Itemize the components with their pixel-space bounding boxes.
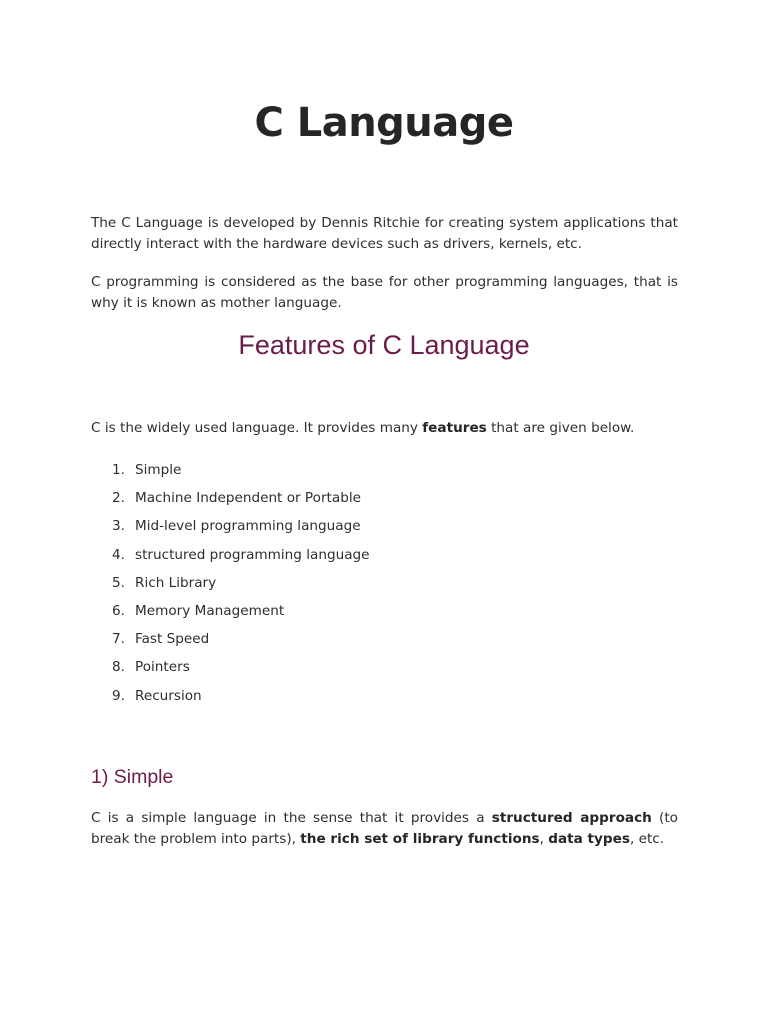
features-heading: Features of C Language — [238, 330, 530, 360]
features-list — [91, 461, 370, 715]
intro-paragraph-1: The C Language is developed by Dennis Ritchie for creating system applications that directly interact with the hardware devices such as drivers, kernels, etc. — [91, 215, 678, 252]
simple-text: , etc. — [629, 831, 665, 847]
list-item — [91, 546, 370, 574]
list-item — [91, 574, 370, 602]
list-item-label: structured programming language — [135, 546, 370, 563]
simple-text: , — [539, 831, 549, 847]
list-item-number: 4. — [112, 546, 125, 563]
list-item — [91, 602, 370, 630]
list-item-label: Mid-level programming language — [135, 518, 361, 535]
list-item-number: 7. — [112, 631, 125, 648]
simple-bold-term: structured approach — [491, 810, 652, 826]
simple-text: C is a simple language in the sense that it provides a — [91, 810, 492, 826]
features-bold-term: features — [422, 420, 487, 436]
list-item — [91, 630, 370, 658]
features-intro-text-end: that are given below. — [486, 420, 635, 436]
list-item-label: Simple — [135, 462, 182, 478]
list-item — [91, 687, 370, 715]
list-item-label: Pointers — [135, 659, 190, 676]
list-item-number: 6. — [112, 602, 125, 619]
features-intro-text: C is the widely used language. It provides many — [91, 420, 423, 436]
simple-paragraph — [91, 808, 678, 850]
list-item-number: 3. — [112, 518, 125, 535]
simple-bold-term: data types — [548, 831, 630, 847]
list-item — [91, 517, 370, 545]
simple-heading: 1) Simple — [91, 766, 174, 788]
simple-text: (to break the problem into parts), — [91, 810, 678, 847]
list-item — [91, 658, 370, 686]
list-item-number: 1. — [112, 462, 125, 478]
list-item-label: Memory Management — [135, 602, 285, 619]
list-item-number: 8. — [112, 659, 125, 676]
features-intro-paragraph — [91, 418, 678, 439]
list-item-number: 5. — [112, 574, 125, 591]
page-title: C Language — [254, 100, 514, 146]
simple-bold-term: the rich set of library functions — [300, 831, 540, 847]
list-item-number: 9. — [112, 687, 125, 704]
intro-paragraph-2: C programming is considered as the base for other programming languages, that is why it is known as mother language. — [91, 274, 678, 311]
list-item — [91, 489, 370, 517]
list-item-label: Machine Independent or Portable — [135, 490, 361, 507]
list-item-number: 2. — [112, 490, 125, 507]
list-item-label: Fast Speed — [135, 631, 210, 648]
list-item-label: Recursion — [135, 687, 202, 704]
list-item — [91, 461, 370, 489]
list-item-label: Rich Library — [135, 574, 217, 591]
